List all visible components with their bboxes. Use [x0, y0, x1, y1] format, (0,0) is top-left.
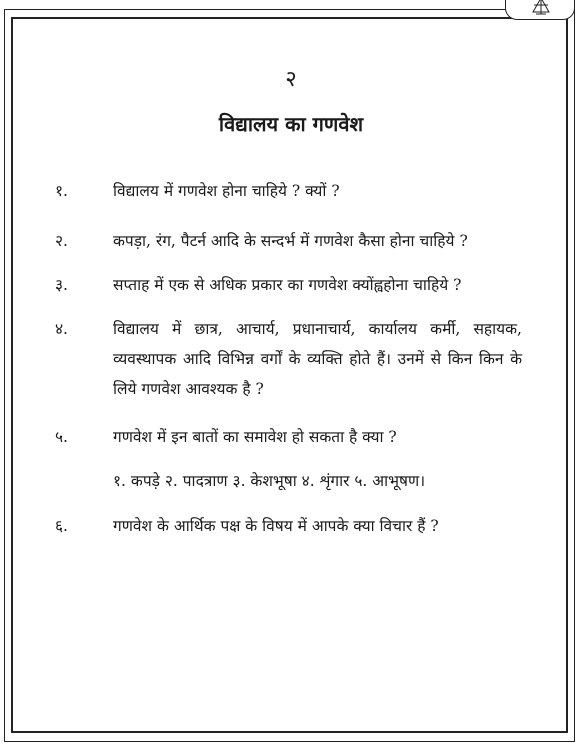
question-2	[55, 226, 525, 256]
question-text: गणवेश के आर्थिक पक्ष के विषय में आपके क्या विचार हैं ?	[113, 517, 439, 535]
question-text: कपड़ा, रंग, पैटर्न आदि के सन्दर्भ में गणवेश कैसा होना चाहिये ?	[113, 232, 468, 250]
question-1	[55, 176, 525, 206]
chapter-title: विद्यालय का गणवेश	[218, 112, 364, 136]
chapter-number: २	[285, 67, 297, 92]
question-number: ६.	[55, 517, 68, 535]
question-3	[55, 270, 525, 300]
question-text: विद्यालय में छात्र, आचार्य, प्रधानाचार्य, कार्यालय कर्मी, सहायक, व्यवस्थापक आदि विभिन्न वर्गों के व्यक्ति होते हैं। उनमें से किन किन के लिये गणवेश आवश्यक है ?	[113, 320, 522, 398]
lotus-emblem-icon	[531, 0, 551, 16]
question-text: विद्यालय में गणवेश होना चाहिये ? क्यों ?	[113, 182, 340, 200]
clothing-items-list: १. कपड़े २. पादत्राण ३. केशभूषा ४. शृंगार ५. आभूषण।	[113, 472, 426, 490]
question-number: ५.	[55, 428, 68, 446]
question-6	[55, 511, 525, 541]
emblem-tab	[505, 0, 575, 20]
question-text: सप्ताह में एक से अधिक प्रकार का गणवेश क्योंह्वहोना चाहिये ?	[113, 276, 462, 294]
question-text: गणवेश में इन बातों का समावेश हो सकता है क्या ?	[113, 428, 397, 446]
question-4	[55, 314, 525, 406]
question-5	[55, 422, 525, 452]
question-number: २.	[55, 232, 68, 250]
question-number: ४.	[55, 320, 68, 338]
question-number: ३.	[55, 276, 68, 294]
question-number: १.	[55, 182, 68, 200]
